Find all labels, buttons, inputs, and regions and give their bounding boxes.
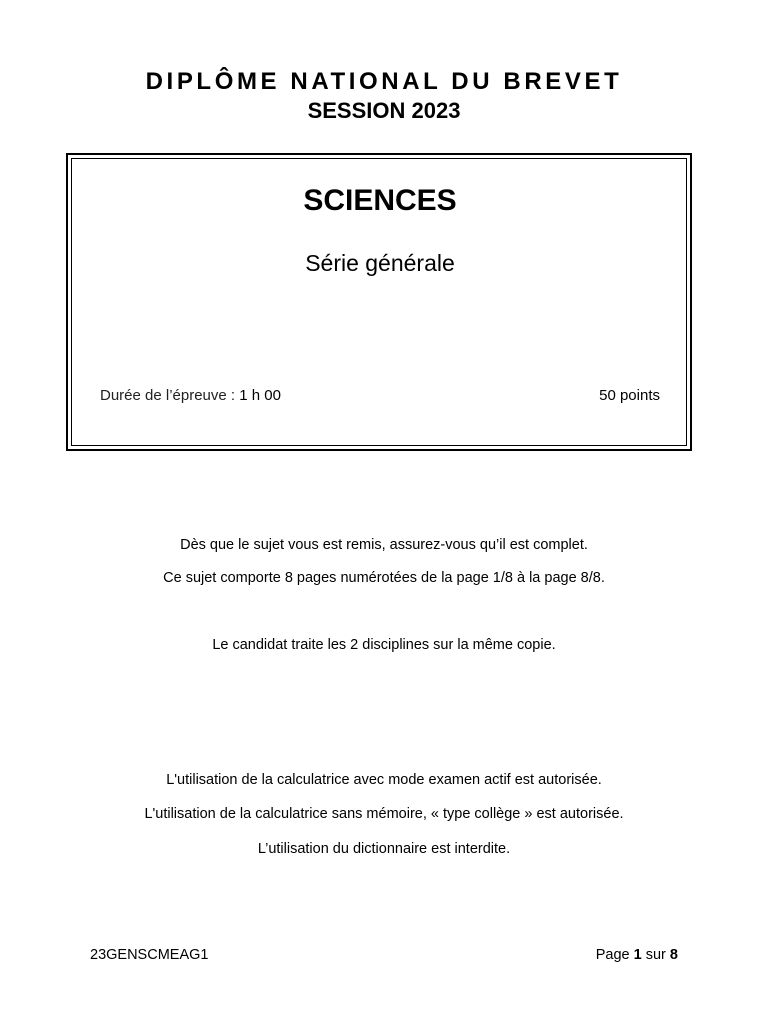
instruction-check-complete: Dès que le sujet vous est remis, assurez-vous qu’il est complet. <box>180 537 588 553</box>
page-total: 8 <box>669 947 678 963</box>
exam-title: DIPLÔME NATIONAL DU BREVET <box>145 68 623 95</box>
instruction-calculator-exam-mode: L'utilisation de la calculatrice avec mode examen actif est autorisée. <box>166 772 602 788</box>
instruction-calculator-college: L'utilisation de la calculatrice sans mémoire, « type collège » est autorisée. <box>144 806 624 822</box>
exam-duration <box>100 387 281 404</box>
duration-label: Durée de l’épreuve : <box>100 387 236 404</box>
instruction-page-count: Ce sujet comporte 8 pages numérotées de la page 1/8 à la page 8/8. <box>163 570 605 586</box>
instruction-same-copy: Le candidat traite les 2 disciplines sur la même copie. <box>212 637 556 653</box>
series-label: Série générale <box>305 250 455 276</box>
subject-title: SCIENCES <box>303 184 457 217</box>
page-separator: sur <box>645 947 666 963</box>
page-prefix: Page <box>595 947 630 963</box>
instruction-dictionary: L’utilisation du dictionnaire est interdite. <box>257 841 511 857</box>
page-current: 1 <box>633 947 642 963</box>
page-number <box>596 947 678 963</box>
exam-points: 50 points <box>599 387 660 404</box>
document-code: 23GENSCMEAG1 <box>90 947 209 963</box>
duration-value: 1 h 00 <box>239 387 281 404</box>
exam-session: SESSION 2023 <box>307 98 461 123</box>
